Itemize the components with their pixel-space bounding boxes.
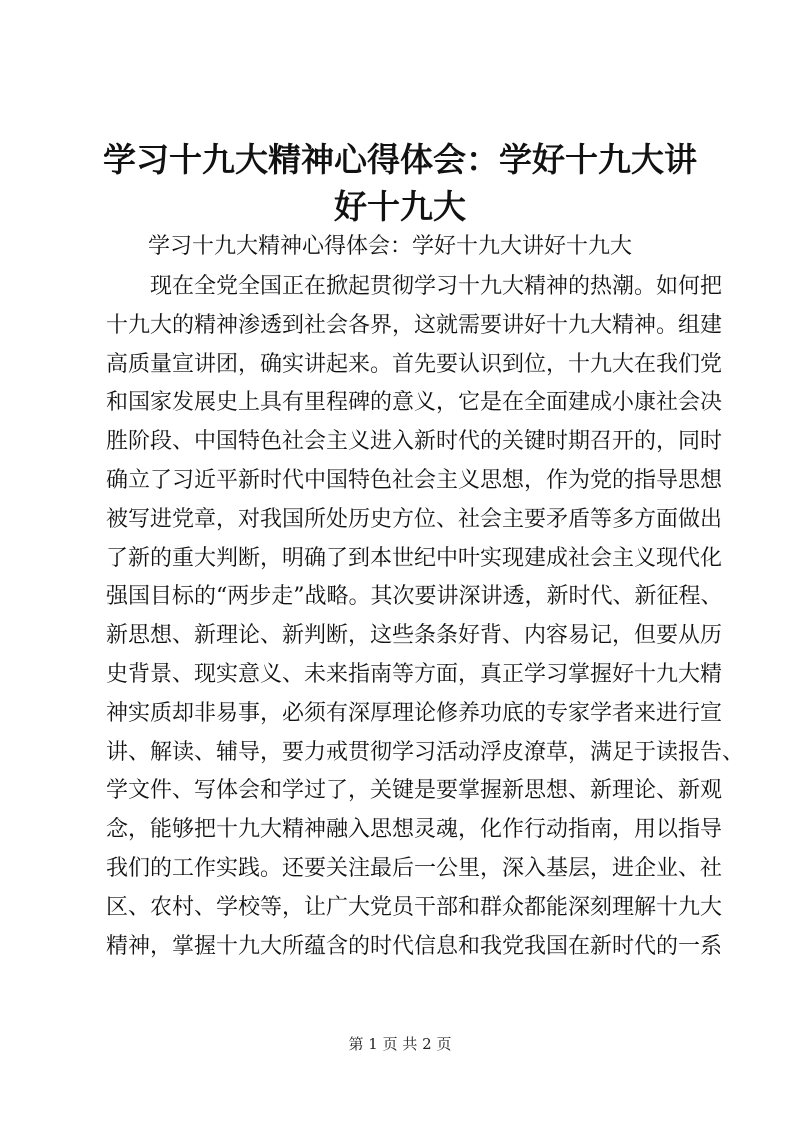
body-line: 新思想、新理论、新判断，这些条条好背、内容易记，但要从历	[106, 623, 723, 649]
page-number-footer: 第 1 页 共 2 页	[348, 1035, 452, 1053]
body-line: 现在全党全国正在掀起贯彻学习十九大精神的热潮。如何把	[150, 274, 723, 299]
document-title: 学习十九大精神心得体会：学好十九大讲好十九大	[103, 140, 697, 226]
body-line: 我们的工作实践。还要关注最后一公里，深入基层，进企业、社	[106, 855, 723, 881]
body-line: 学文件、写体会和学过了，关键是要掌握新思想、新理论、新观	[106, 778, 723, 804]
body-line: 高质量宣讲团，确实讲起来。首先要认识到位，十九大在我们党	[106, 351, 723, 377]
body-line: 和国家发展史上具有里程碑的意义，它是在全面建成小康社会决	[106, 390, 723, 416]
body-line: 念，能够把十九大精神融入思想灵魂，化作行动指南，用以指导	[106, 817, 723, 843]
body-line: 了新的重大判断，明确了到本世纪中叶实现建成社会主义现代化	[106, 545, 723, 571]
body-line: 区、农村、学校等，让广大党员干部和群众都能深刻理解十九大	[106, 894, 723, 920]
body-line: 十九大的精神渗透到社会各界，这就需要讲好十九大精神。组建	[106, 312, 723, 338]
body-line: 精神，掌握十九大所蕴含的时代信息和我党我国在新时代的一系	[106, 933, 723, 959]
body-line: 被写进党章，对我国所处历史方位、社会主要矛盾等多方面做出	[106, 506, 723, 532]
body-line: 神实质却非易事，必须有深厚理论修养功底的专家学者来进行宣	[106, 700, 723, 726]
body-line: 胜阶段、中国特色社会主义进入新时代的关键时期召开的，同时	[106, 429, 723, 455]
body-line: 史背景、现实意义、未来指南等方面，真正学习掌握好十九大精	[106, 661, 723, 687]
body-paragraph	[106, 268, 745, 966]
body-line: 强国目标的“两步走”战略。其次要讲深讲透，新时代、新征程、	[106, 584, 723, 610]
body-line: 讲、解读、辅导，要力戒贯彻学习活动浮皮潦草，满足于读报告、	[106, 739, 745, 765]
body-line: 确立了习近平新时代中国特色社会主义思想，作为党的指导思想	[106, 467, 723, 493]
document-subtitle: 学习十九大精神心得体会：学好十九大讲好十九大	[148, 234, 633, 259]
